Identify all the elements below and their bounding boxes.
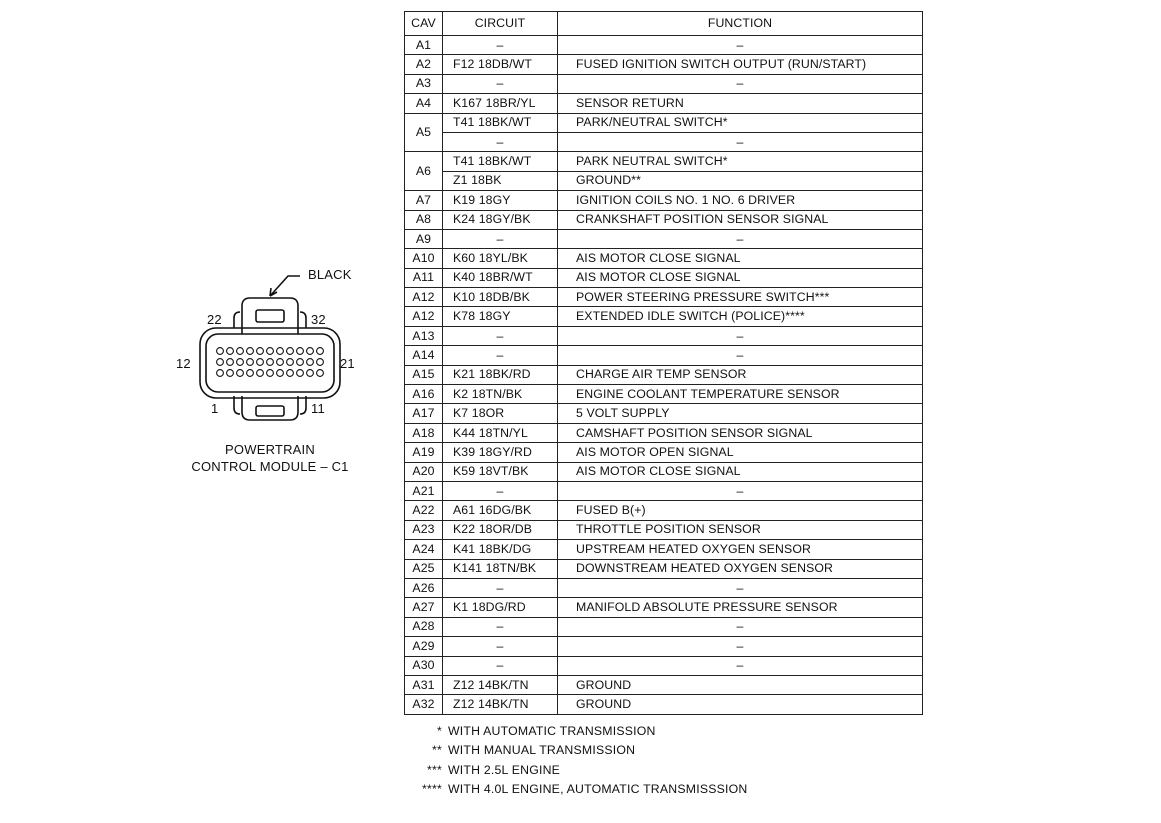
pin-cavity: [277, 359, 284, 366]
pin-cavity: [237, 348, 244, 355]
cavity-cell: A21: [405, 481, 443, 500]
circuit-cell: K2 18TN/BK: [443, 385, 558, 404]
table-row: [405, 462, 923, 481]
function-cell: –: [558, 229, 923, 248]
pin-cavity: [227, 359, 234, 366]
table-row: [405, 385, 923, 404]
circuit-cell: –: [443, 637, 558, 656]
table-row: [405, 74, 923, 93]
pin-cavity: [237, 359, 244, 366]
table-row: [405, 326, 923, 345]
circuit-cell: K22 18OR/DB: [443, 520, 558, 539]
table-row: [405, 423, 923, 442]
function-cell: AIS MOTOR CLOSE SIGNAL: [558, 249, 923, 268]
footnote-text: WITH MANUAL TRANSMISSION: [448, 743, 636, 758]
table-row: [405, 229, 923, 248]
circuit-cell: K41 18BK/DG: [443, 540, 558, 559]
cavity-cell: A15: [405, 365, 443, 384]
table-row: [405, 637, 923, 656]
circuit-cell: –: [443, 229, 558, 248]
table-row: [405, 501, 923, 520]
cavity-cell: A10: [405, 249, 443, 268]
table-row: [405, 288, 923, 307]
footnote: [410, 761, 748, 780]
pin-label-21: 21: [340, 356, 355, 371]
function-cell: POWER STEERING PRESSURE SWITCH***: [558, 288, 923, 307]
cavity-cell: A8: [405, 210, 443, 229]
header-circuit: CIRCUIT: [443, 12, 558, 36]
cavity-cell: A14: [405, 346, 443, 365]
circuit-cell: –: [443, 578, 558, 597]
cavity-cell: A22: [405, 501, 443, 520]
circuit-cell: Z12 14BK/TN: [443, 675, 558, 694]
circuit-cell: K60 18YL/BK: [443, 249, 558, 268]
circuit-cell: K59 18VT/BK: [443, 462, 558, 481]
pin-label-32: 32: [311, 312, 326, 327]
pin-cavity: [317, 348, 324, 355]
cavity-cell: A7: [405, 191, 443, 210]
function-cell: GROUND: [558, 695, 923, 714]
pin-cavity: [237, 370, 244, 377]
function-cell: –: [558, 346, 923, 365]
connector-caption: [170, 441, 370, 475]
cavity-cell: A2: [405, 55, 443, 74]
function-cell: –: [558, 637, 923, 656]
table-row: [405, 55, 923, 74]
pin-cavity: [257, 348, 264, 355]
footnote-mark: **: [432, 743, 442, 758]
pin-cavity: [217, 359, 224, 366]
table-header-row: [405, 12, 923, 36]
pin-label-11: 11: [311, 401, 325, 416]
caption-line-2: CONTROL MODULE – C1: [191, 459, 349, 474]
cavity-cell: A19: [405, 443, 443, 462]
cavity-cell: A18: [405, 423, 443, 442]
function-cell: –: [558, 617, 923, 636]
pin-cavity: [217, 348, 224, 355]
table-row: [405, 307, 923, 326]
pin-cavity: [307, 370, 314, 377]
table-row: [405, 346, 923, 365]
footnotes: [410, 722, 748, 800]
pin-cavity: [257, 370, 264, 377]
pin-cavity: [307, 348, 314, 355]
footnote-text: WITH 2.5L ENGINE: [448, 762, 561, 777]
cavity-cell: A27: [405, 598, 443, 617]
circuit-cell: –: [443, 74, 558, 93]
pin-cavity: [267, 348, 274, 355]
circuit-cell: K39 18GY/RD: [443, 443, 558, 462]
circuit-cell: –: [443, 656, 558, 675]
caption-line-1: POWERTRAIN: [225, 442, 315, 457]
pin-cavity: [297, 359, 304, 366]
function-cell: –: [558, 132, 923, 151]
footnote: [410, 741, 748, 760]
table-row: [405, 598, 923, 617]
cavity-cell: A1: [405, 36, 443, 55]
pin-cavity: [217, 370, 224, 377]
table-row: [405, 210, 923, 229]
function-cell: AIS MOTOR CLOSE SIGNAL: [558, 268, 923, 287]
table-row: [405, 268, 923, 287]
circuit-cell: K44 18TN/YL: [443, 423, 558, 442]
function-cell: PARK NEUTRAL SWITCH*: [558, 152, 923, 171]
pin-cavity: [247, 359, 254, 366]
pin-label-12: 12: [176, 356, 191, 371]
circuit-cell: A61 16DG/BK: [443, 501, 558, 520]
function-cell: –: [558, 656, 923, 675]
footnote: [410, 780, 748, 799]
cavity-cell: A9: [405, 229, 443, 248]
table-row: [405, 94, 923, 113]
connector-color-label: BLACK: [308, 267, 352, 282]
pin-cavity: [297, 370, 304, 377]
function-cell: IGNITION COILS NO. 1 NO. 6 DRIVER: [558, 191, 923, 210]
circuit-cell: Z12 14BK/TN: [443, 695, 558, 714]
pin-cavity: [277, 370, 284, 377]
table-row: [405, 191, 923, 210]
pin-label-1: 1: [211, 401, 219, 416]
cavity-cell: A30: [405, 656, 443, 675]
function-cell: –: [558, 36, 923, 55]
pin-cavity: [297, 348, 304, 355]
pin-cavity: [287, 370, 294, 377]
pin-cavity: [257, 359, 264, 366]
circuit-cell: –: [443, 132, 558, 151]
table-row: [405, 520, 923, 539]
footnote-mark: ****: [422, 782, 442, 797]
cavity-cell: A3: [405, 74, 443, 93]
circuit-cell: –: [443, 617, 558, 636]
pin-cavity: [317, 370, 324, 377]
circuit-cell: K21 18BK/RD: [443, 365, 558, 384]
cavity-cell: A6: [405, 152, 443, 191]
pin-cavity: [267, 359, 274, 366]
pin-cavity: [227, 348, 234, 355]
table-row: [405, 695, 923, 714]
function-cell: CHARGE AIR TEMP SENSOR: [558, 365, 923, 384]
pinout-table: [404, 11, 923, 715]
cavity-cell: A17: [405, 404, 443, 423]
function-cell: CRANKSHAFT POSITION SENSOR SIGNAL: [558, 210, 923, 229]
pin-cavity: [267, 370, 274, 377]
footnote: [410, 722, 748, 741]
pin-cavity: [277, 348, 284, 355]
circuit-cell: K24 18GY/BK: [443, 210, 558, 229]
circuit-cell: –: [443, 326, 558, 345]
footnote-mark: ***: [427, 762, 442, 777]
footnote-text: WITH 4.0L ENGINE, AUTOMATIC TRANSMISSSION: [448, 782, 748, 797]
function-cell: ENGINE COOLANT TEMPERATURE SENSOR: [558, 385, 923, 404]
cavity-cell: A29: [405, 637, 443, 656]
cavity-cell: A23: [405, 520, 443, 539]
table-row: [405, 559, 923, 578]
circuit-cell: –: [443, 36, 558, 55]
function-cell: GROUND**: [558, 171, 923, 190]
pin-label-22: 22: [207, 312, 222, 327]
footnote-mark: *: [437, 724, 442, 738]
circuit-cell: Z1 18BK: [443, 171, 558, 190]
table-row: [405, 171, 923, 190]
circuit-cell: K7 18OR: [443, 404, 558, 423]
pin-cavity: [247, 370, 254, 377]
table-row: [405, 404, 923, 423]
table-row: [405, 249, 923, 268]
pin-cavity: [247, 348, 254, 355]
cavity-cell: A26: [405, 578, 443, 597]
header-function: FUNCTION: [558, 12, 923, 36]
circuit-cell: –: [443, 346, 558, 365]
table-row: [405, 36, 923, 55]
table-row: [405, 113, 923, 132]
footnote-text: WITH AUTOMATIC TRANSMISSION: [448, 724, 656, 738]
cavity-cell: A25: [405, 559, 443, 578]
table-row: [405, 617, 923, 636]
cavity-cell: A31: [405, 675, 443, 694]
cavity-cell: A12: [405, 307, 443, 326]
table-row: [405, 481, 923, 500]
circuit-cell: K167 18BR/YL: [443, 94, 558, 113]
table-row: [405, 152, 923, 171]
pin-cavity: [317, 359, 324, 366]
function-cell: THROTTLE POSITION SENSOR: [558, 520, 923, 539]
table-row: [405, 365, 923, 384]
function-cell: MANIFOLD ABSOLUTE PRESSURE SENSOR: [558, 598, 923, 617]
cavity-cell: A16: [405, 385, 443, 404]
header-cav: CAV: [405, 12, 443, 36]
cavity-cell: A5: [405, 113, 443, 152]
function-cell: –: [558, 74, 923, 93]
table-row: [405, 540, 923, 559]
table-row: [405, 132, 923, 151]
function-cell: GROUND: [558, 675, 923, 694]
function-cell: FUSED B(+): [558, 501, 923, 520]
function-cell: FUSED IGNITION SWITCH OUTPUT (RUN/START): [558, 55, 923, 74]
pin-cavity: [287, 359, 294, 366]
circuit-cell: K19 18GY: [443, 191, 558, 210]
function-cell: DOWNSTREAM HEATED OXYGEN SENSOR: [558, 559, 923, 578]
circuit-cell: K10 18DB/BK: [443, 288, 558, 307]
pin-cavity: [307, 359, 314, 366]
circuit-cell: K78 18GY: [443, 307, 558, 326]
circuit-cell: –: [443, 481, 558, 500]
function-cell: UPSTREAM HEATED OXYGEN SENSOR: [558, 540, 923, 559]
table-row: [405, 656, 923, 675]
cavity-cell: A11: [405, 268, 443, 287]
cavity-cell: A32: [405, 695, 443, 714]
function-cell: –: [558, 326, 923, 345]
function-cell: 5 VOLT SUPPLY: [558, 404, 923, 423]
circuit-cell: K141 18TN/BK: [443, 559, 558, 578]
function-cell: PARK/NEUTRAL SWITCH*: [558, 113, 923, 132]
function-cell: SENSOR RETURN: [558, 94, 923, 113]
cavity-cell: A13: [405, 326, 443, 345]
circuit-cell: T41 18BK/WT: [443, 113, 558, 132]
function-cell: EXTENDED IDLE SWITCH (POLICE)****: [558, 307, 923, 326]
function-cell: –: [558, 481, 923, 500]
function-cell: –: [558, 578, 923, 597]
cavity-cell: A12: [405, 288, 443, 307]
cavity-cell: A24: [405, 540, 443, 559]
function-cell: AIS MOTOR CLOSE SIGNAL: [558, 462, 923, 481]
pin-cavity: [287, 348, 294, 355]
table-row: [405, 578, 923, 597]
circuit-cell: K40 18BR/WT: [443, 268, 558, 287]
circuit-cell: T41 18BK/WT: [443, 152, 558, 171]
circuit-cell: F12 18DB/WT: [443, 55, 558, 74]
table-row: [405, 443, 923, 462]
function-cell: AIS MOTOR OPEN SIGNAL: [558, 443, 923, 462]
pin-cavity: [227, 370, 234, 377]
cavity-cell: A28: [405, 617, 443, 636]
table-row: [405, 675, 923, 694]
function-cell: CAMSHAFT POSITION SENSOR SIGNAL: [558, 423, 923, 442]
circuit-cell: K1 18DG/RD: [443, 598, 558, 617]
cavity-cell: A4: [405, 94, 443, 113]
cavity-cell: A20: [405, 462, 443, 481]
